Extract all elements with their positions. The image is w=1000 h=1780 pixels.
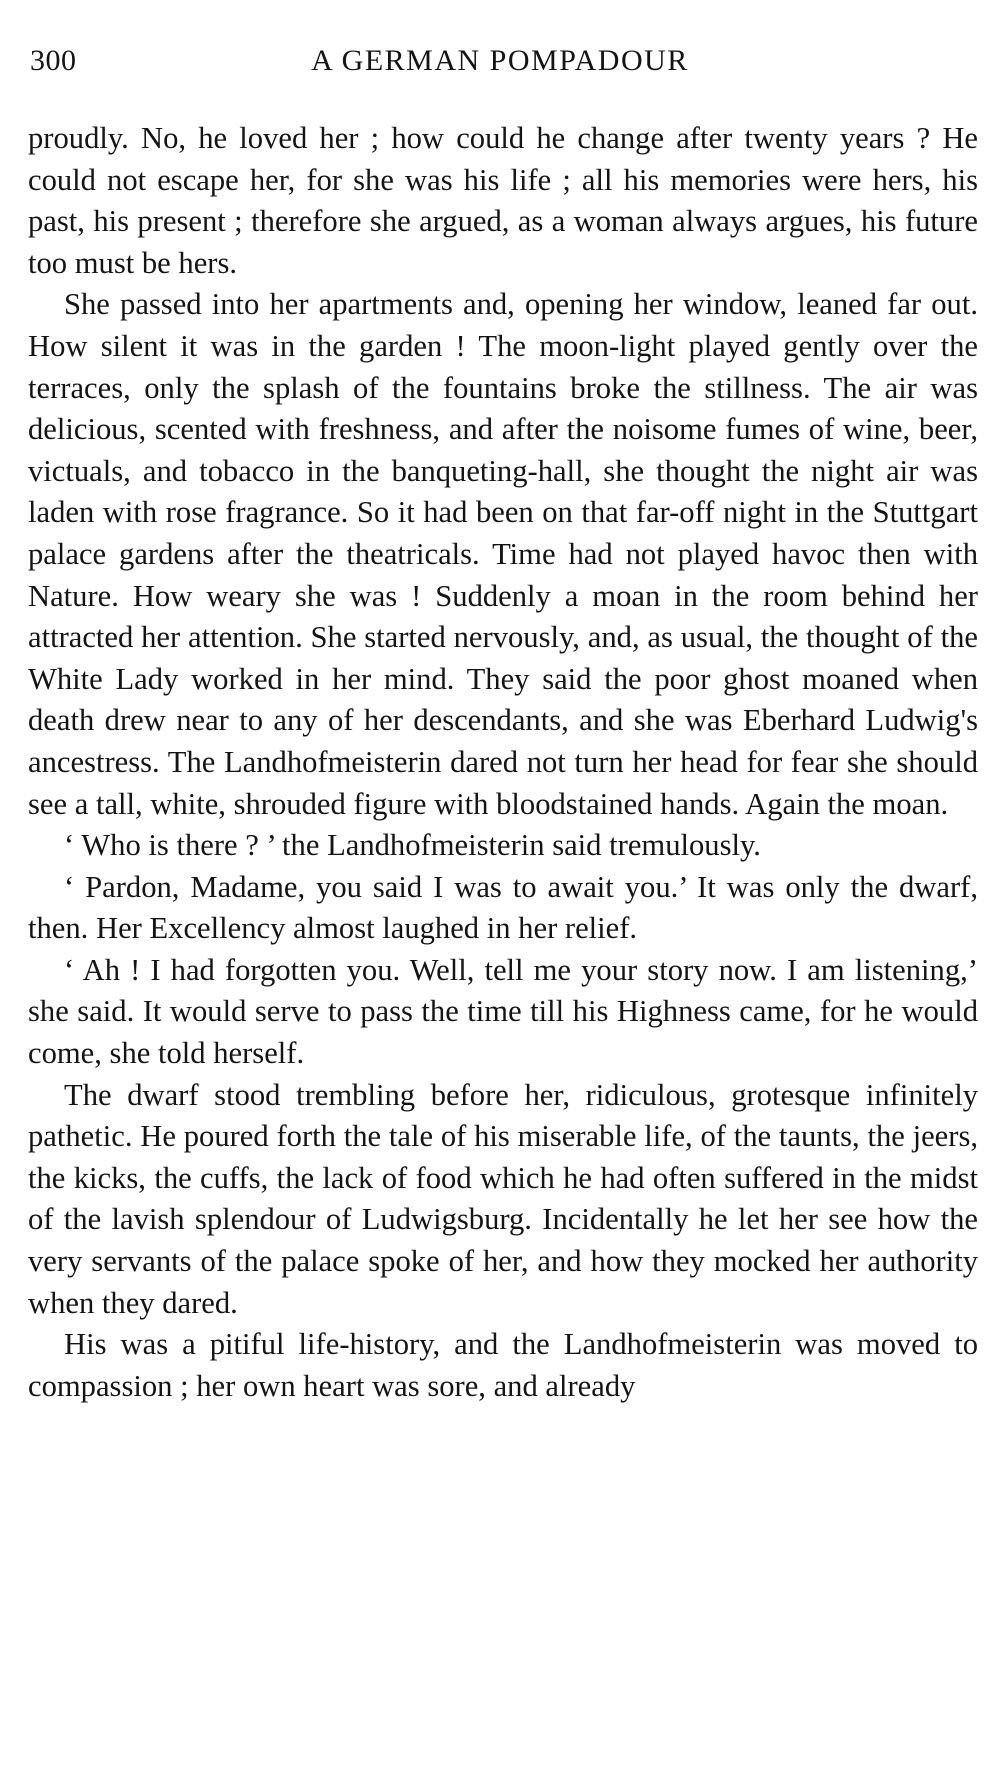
paragraph: ‘ Pardon, Madame, you said I was to await you.’ It was only the dwarf, then. Her Excellency almost laughed in her relief. [28, 869, 978, 946]
body-text [28, 118, 978, 1407]
paragraph: ‘ Who is there ? ’ the Landhofmeisterin said tremulously. [64, 828, 761, 863]
paragraph: proudly. No, he loved her ; how could he change after twenty years ? He could not escape her, for she was his life ; all his memories were hers, his past, his present ; therefore she argued, as a woman always argues, his future too must be hers. [28, 121, 978, 280]
page-number: 300 [30, 44, 77, 77]
paragraph: The dwarf stood trembling before her, ridiculous, grotesque infinitely pathetic. He poured forth the tale of his miserable life, of the taunts, the jeers, the kicks, the cuffs, the lack of food which he had often suffered in the midst of the lavish splendour of Ludwigsburg. Incidentally he let her see how the very servants of the palace spoke of her, and how they mocked her authority when they dared. [28, 1077, 978, 1320]
paragraph: His was a pitiful life-history, and the Landhofmeisterin was moved to compassion ; her own heart was sore, and already [28, 1327, 978, 1403]
paragraph: She passed into her apartments and, opening her window, leaned far out. How silent it was in the garden ! The moon-light played gently over the terraces, only the splash of the fountains broke the stillness. The air was delicious, scented with freshness, and after the noisome fumes of wine, beer, victuals, and tobacco in the banqueting-hall, she thought the night air was laden with rose fragrance. So it had been on that far-off night in the Stuttgart palace gardens after the theatricals. Time had not played havoc then with Nature. How weary she was ! Suddenly a moan in the room behind her attracted her attention. She started nervously, and, as usual, the thought of the White Lady worked in her mind. They said the poor ghost moaned when death drew near to any of her descendants, and she was Eberhard Ludwig's ancestress. The Landhofmeisterin dared not turn her head for fear she should see a tall, white, shrouded figure with bloodstained hands. Again the moan. [28, 287, 978, 821]
page-header [30, 44, 970, 84]
running-title: A GERMAN POMPADOUR [311, 44, 689, 77]
paragraph: ‘ Ah ! I had forgotten you. Well, tell me your story now. I am listening,’ she said. It would serve to pass the time till his Highness came, for he would come, she told herself. [28, 952, 978, 1071]
